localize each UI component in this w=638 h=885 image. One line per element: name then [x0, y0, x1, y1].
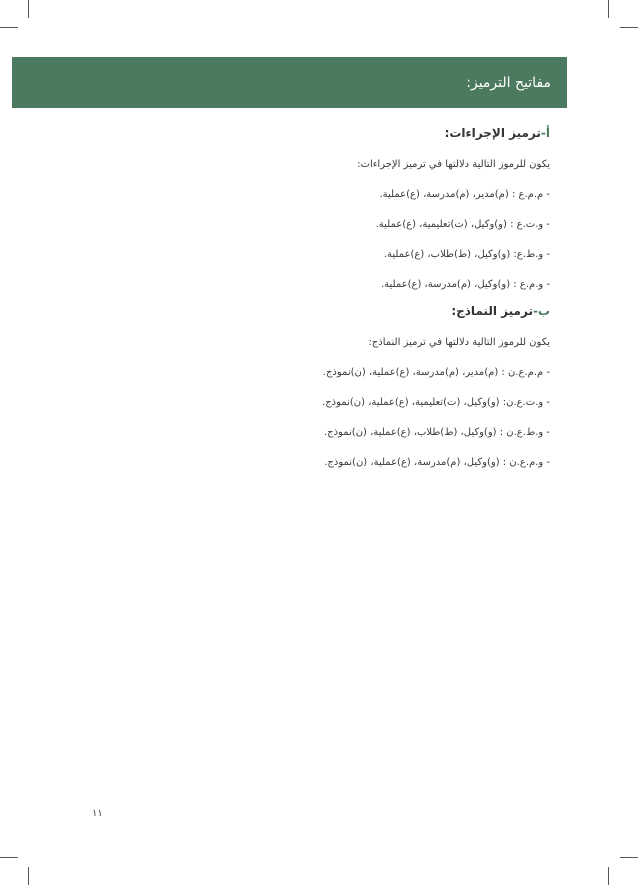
section-a-letter: أ-	[540, 126, 550, 140]
section-b-item: - و.ط.ع.ن : (و)وكيل، (ط)طلاب، (ع)عملية، (ن)نموذج.	[323, 427, 550, 438]
section-a-item: - م.م.ع : (م)مدير، (م)مدرسة، (ع)عملية.	[379, 189, 550, 200]
section-banner	[12, 57, 567, 108]
crop-mark-bottom-right-h	[620, 857, 638, 858]
crop-mark-top-right-h	[620, 27, 638, 28]
section-a	[130, 122, 550, 300]
banner-title: مفاتيح الترميز:	[466, 74, 551, 91]
section-b-item: - م.م.ع.ن : (م)مدير، (م)مدرسة، (ع)عملية، (ن)نموذج.	[322, 367, 550, 378]
crop-mark-top-right-v	[608, 0, 609, 18]
section-a-item: - و.م.ع : (و)وكيل، (م)مدرسة، (ع)عملية.	[380, 279, 550, 290]
section-b-intro: يكون للرموز التالية دلالتها في ترميز النماذج:	[368, 337, 550, 348]
crop-mark-top-left-v	[28, 0, 29, 18]
section-a-item: - و.ت.ع : (و)وكيل، (ت)تعليمية، (ع)عملية.	[375, 219, 550, 230]
section-b-heading	[130, 300, 550, 322]
section-a-intro: يكون للرموز التالية دلالتها في ترميز الإجراءات:	[357, 159, 550, 170]
section-b-item: - و.م.ع.ن : (و)وكيل، (م)مدرسة، (ع)عملية، (ن)نموذج.	[324, 457, 550, 468]
section-a-item: - و.ط.ع: (و)وكيل، (ط)طلاب، (ع)عملية.	[383, 249, 550, 260]
section-b	[130, 300, 550, 478]
section-b-letter: ب-	[532, 304, 550, 318]
crop-mark-bottom-left-v	[28, 867, 29, 885]
section-b-title: ترميز النماذج:	[451, 304, 533, 318]
page-number: ١١	[92, 808, 103, 819]
main-content	[130, 122, 550, 478]
section-b-item: - و.ت.ع.ن: (و)وكيل، (ت)تعليمية، (ع)عملية، (ن)نموذج.	[322, 397, 550, 408]
section-a-title: ترميز الإجراءات:	[444, 126, 541, 140]
crop-mark-bottom-left-h	[0, 857, 18, 858]
section-a-heading	[130, 122, 550, 144]
crop-mark-top-left-h	[0, 27, 18, 28]
crop-mark-bottom-right-v	[608, 867, 609, 885]
